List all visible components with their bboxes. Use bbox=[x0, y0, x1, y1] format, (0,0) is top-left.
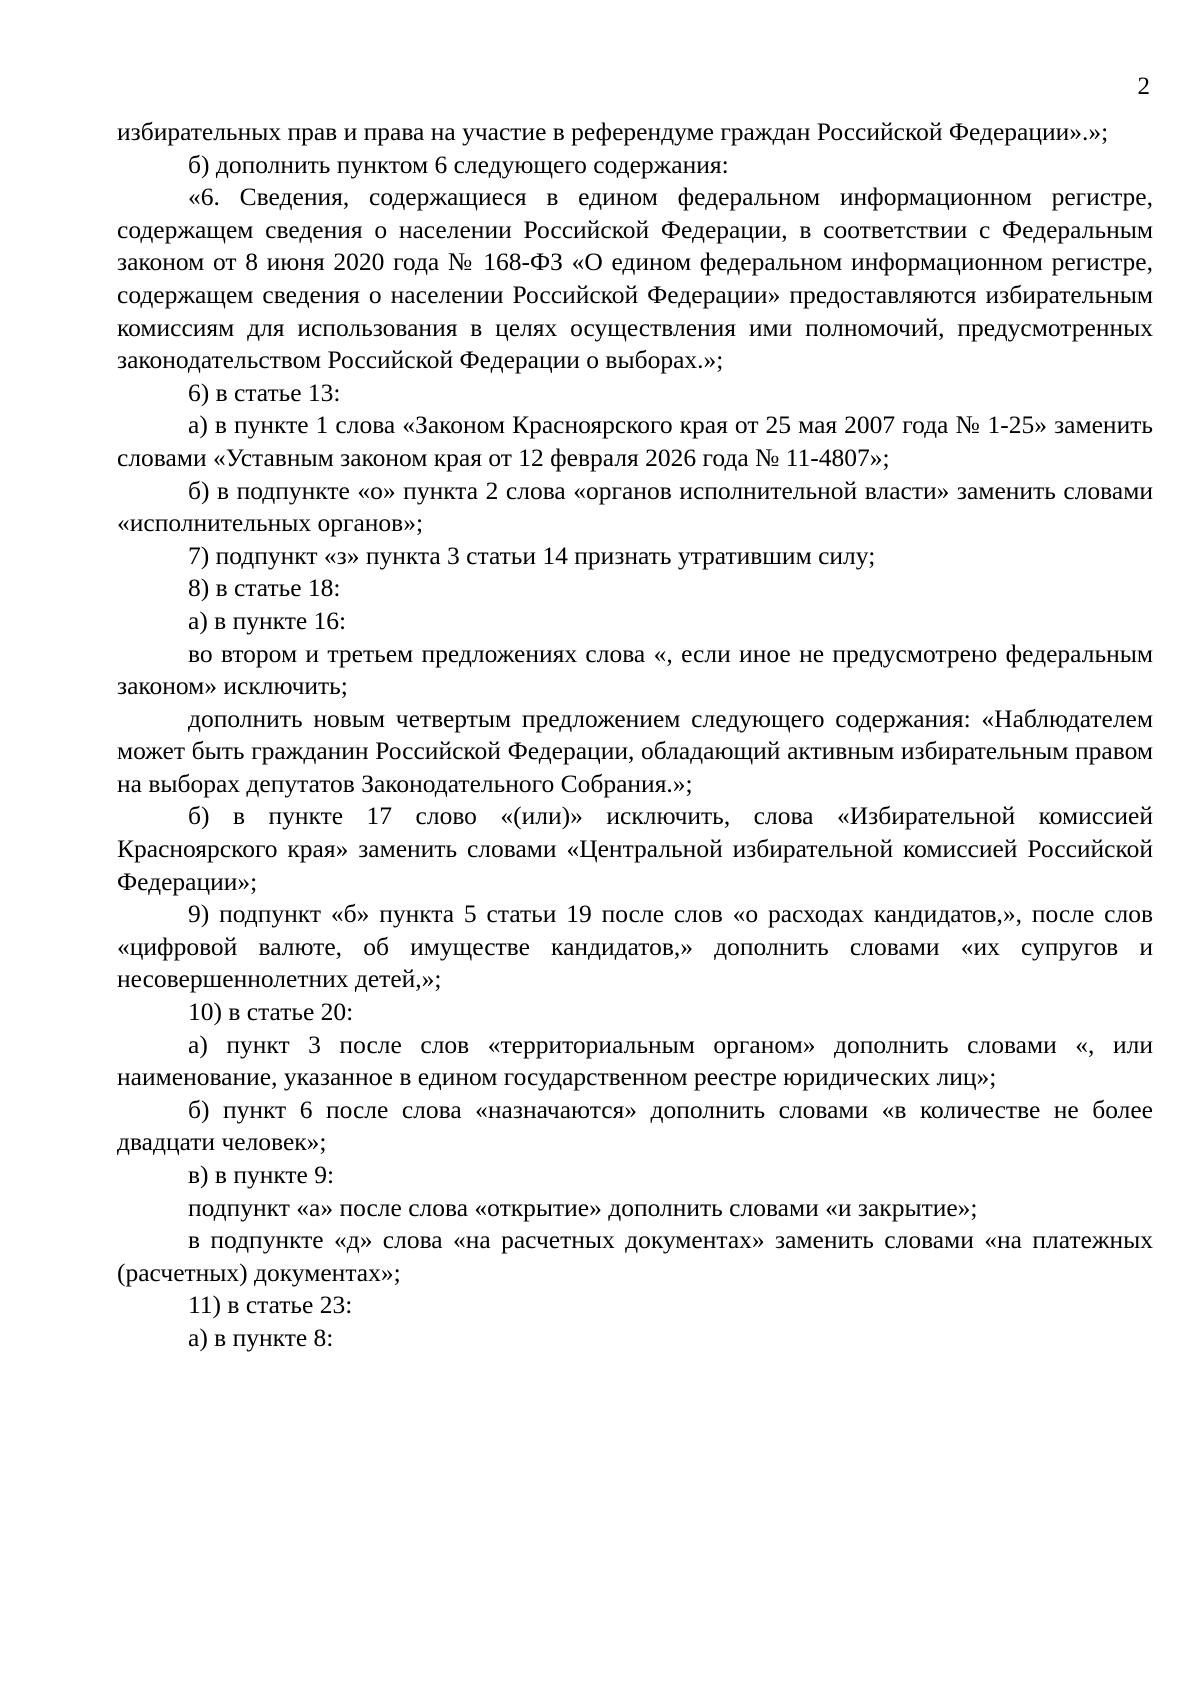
paragraph: во втором и третьем предложениях слова «, если иное не предусмотрено федеральным законом» исключить; bbox=[117, 638, 1153, 701]
paragraph: а) пункт 3 после слов «территориальным органом» дополнить словами «, или наименование, указанное в едином государственном реестре юридических лиц»; bbox=[117, 1029, 1153, 1092]
paragraph: б) в подпункте «о» пункта 2 слова «органов исполнительной власти» заменить словами «исполнительных органов»; bbox=[117, 475, 1153, 538]
paragraph: 7) подпункт «з» пункта 3 статьи 14 признать утратившим силу; bbox=[188, 540, 876, 570]
paragraph: в) в пункте 9: bbox=[188, 1160, 335, 1189]
paragraph: б) в пункте 17 слово «(или)» исключить, слова «Избирательной комиссией Красноярского края» заменить словами «Центральной избирательной комиссией Российской Федерации»; bbox=[117, 801, 1153, 896]
paragraph: «6. Сведения, содержащиеся в едином федеральном информационном регистре, содержащем сведения о населении Российской Федерации, в соответствии с Федеральным законом от 8 июня 2020 года № 168-ФЗ «О едином федеральном информационном регистре, содержащем сведения о населении Российской Федерации» предоставляются избирательным комиссиям для использования в целях осуществления ими полномочий, предусмотренных законодательством Российской Федерации о выборах.»; bbox=[117, 182, 1153, 375]
paragraph: а) в пункте 8: bbox=[188, 1322, 334, 1352]
paragraph: 10) в статье 20: bbox=[188, 997, 354, 1027]
paragraph: 11) в статье 23: bbox=[188, 1290, 353, 1320]
document-body bbox=[117, 116, 1153, 1355]
paragraph: 8) в статье 18: bbox=[188, 573, 341, 603]
paragraph: 9) подпункт «б» пункта 5 статьи 19 после слов «о расходах кандидатов,», после слов «цифровой валюте, об имуществе кандидатов,» дополнить словами «их супругов и несовершеннолетних детей,»; bbox=[117, 899, 1153, 994]
paragraph: подпункт «а» после слова «открытие» дополнить словами «и закрытие»; bbox=[188, 1192, 978, 1222]
page-number: 2 bbox=[1137, 73, 1150, 100]
paragraph: 6) в статье 13: bbox=[188, 377, 341, 407]
paragraph: дополнить новым четвертым предложением следующего содержания: «Наблюдателем может быть гражданин Российской Федерации, обладающий активным избирательным правом на выборах депутатов Законодательного Собрания.»; bbox=[117, 703, 1153, 798]
paragraph: в подпункте «д» слова «на расчетных документах» заменить словами «на платежных (расчетных) документах»; bbox=[117, 1225, 1153, 1287]
paragraph: избирательных прав и права на участие в референдуме граждан Российской Федерации».»; bbox=[117, 117, 1109, 146]
paragraph: а) в пункте 1 слова «Законом Красноярского края от 25 мая 2007 года № 1-25» заменить словами «Уставным законом края от 12 февраля 2026 года № 11-4807»; bbox=[117, 410, 1153, 472]
paragraph: б) дополнить пунктом 6 следующего содержания: bbox=[188, 149, 729, 179]
paragraph: а) в пункте 16: bbox=[188, 605, 347, 635]
paragraph: б) пункт 6 после слова «назначаются» дополнить словами «в количестве не более двадцати человек»; bbox=[117, 1094, 1153, 1157]
